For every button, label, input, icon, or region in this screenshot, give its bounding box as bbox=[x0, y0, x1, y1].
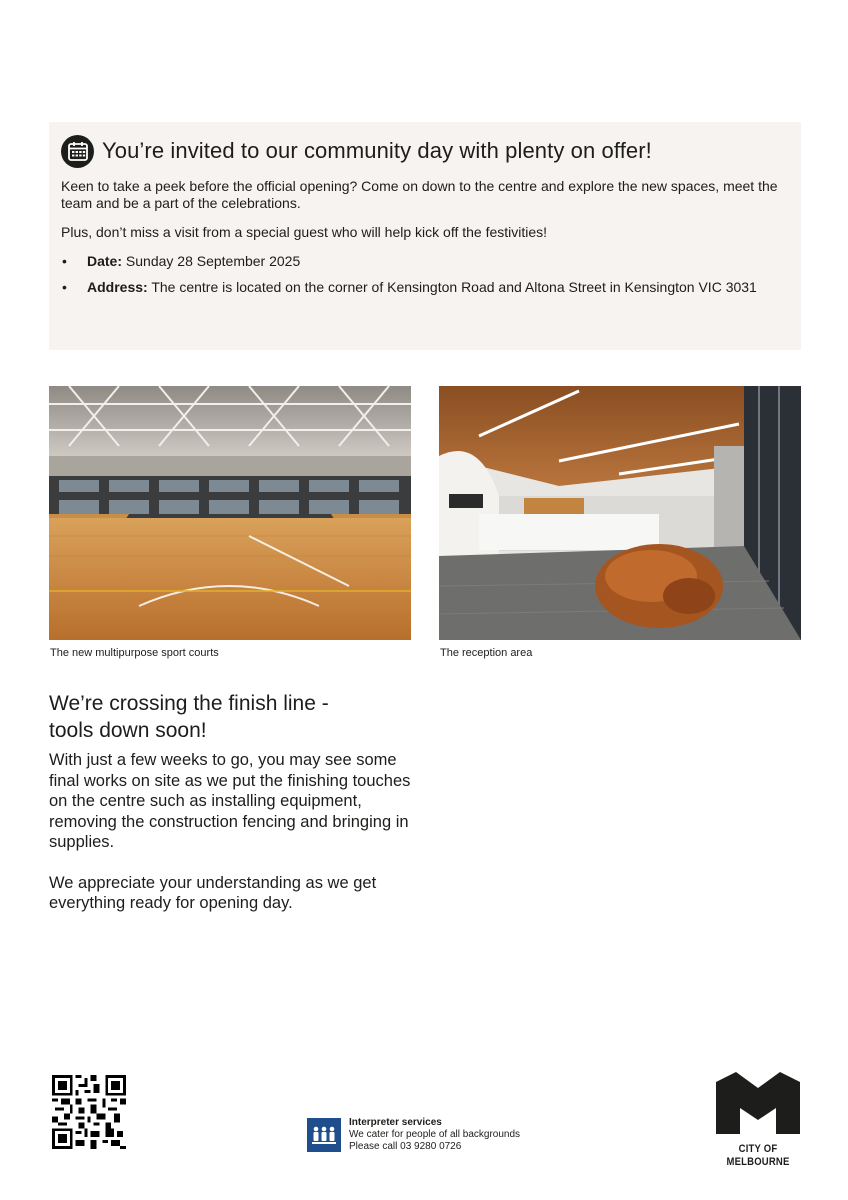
invitation-title: You’re invited to our community day with plenty on offer! bbox=[102, 138, 652, 163]
reception-area-photo bbox=[439, 386, 801, 640]
logo-wordmark: CITY OF MELBOURNE bbox=[726, 1143, 790, 1169]
finish-line-thanks: We appreciate your understanding as we get everything ready for opening day. bbox=[49, 873, 377, 912]
finish-line-heading-line2: tools down soon! bbox=[49, 719, 207, 742]
interpreter-services bbox=[307, 1117, 520, 1153]
qr-code bbox=[52, 1075, 126, 1149]
date-label: Date: bbox=[87, 253, 123, 269]
finish-line-heading bbox=[49, 690, 419, 744]
interpreter-text bbox=[349, 1117, 520, 1153]
invitation-intro: Keen to take a peek before the official opening? Come on down to the centre and explore the new spaces, meet the team and be a part of the celebrations. bbox=[61, 178, 778, 211]
interpreter-line1: We cater for people of all backgrounds bbox=[349, 1129, 521, 1140]
sport-courts-photo bbox=[49, 386, 411, 640]
event-details-list bbox=[61, 253, 789, 296]
sport-courts-caption: The new multipurpose sport courts bbox=[50, 647, 219, 659]
finish-line-heading-line1: We’re crossing the finish line - bbox=[49, 692, 329, 715]
melbourne-m-icon bbox=[714, 1070, 802, 1136]
address-label: Address: bbox=[87, 279, 148, 295]
city-of-melbourne-logo bbox=[714, 1070, 804, 1169]
invitation-header bbox=[61, 134, 789, 168]
interpreter-phone: Please call 03 9280 0726 bbox=[349, 1141, 462, 1152]
reception-area-caption: The reception area bbox=[440, 647, 533, 659]
event-address-item bbox=[61, 279, 789, 296]
interpreter-icon bbox=[307, 1118, 341, 1152]
event-date-item bbox=[61, 253, 789, 270]
calendar-icon bbox=[61, 135, 94, 168]
date-value: Sunday 28 September 2025 bbox=[125, 253, 301, 269]
invitation-special-guest: Plus, don’t miss a visit from a special guest who will help kick off the festivities! bbox=[61, 224, 548, 240]
finish-line-body: With just a few weeks to go, you may see some final works on site as we put the finishing touches on the centre such as installing equipment, removing the construction fencing and bringing in supplies. bbox=[49, 751, 411, 851]
address-value: The centre is located on the corner of Kensington Road and Altona Street in Kensington VIC 3031 bbox=[151, 279, 757, 295]
finish-line-section bbox=[49, 690, 419, 914]
interpreter-title: Interpreter services bbox=[349, 1117, 442, 1128]
invitation-panel bbox=[49, 122, 801, 350]
